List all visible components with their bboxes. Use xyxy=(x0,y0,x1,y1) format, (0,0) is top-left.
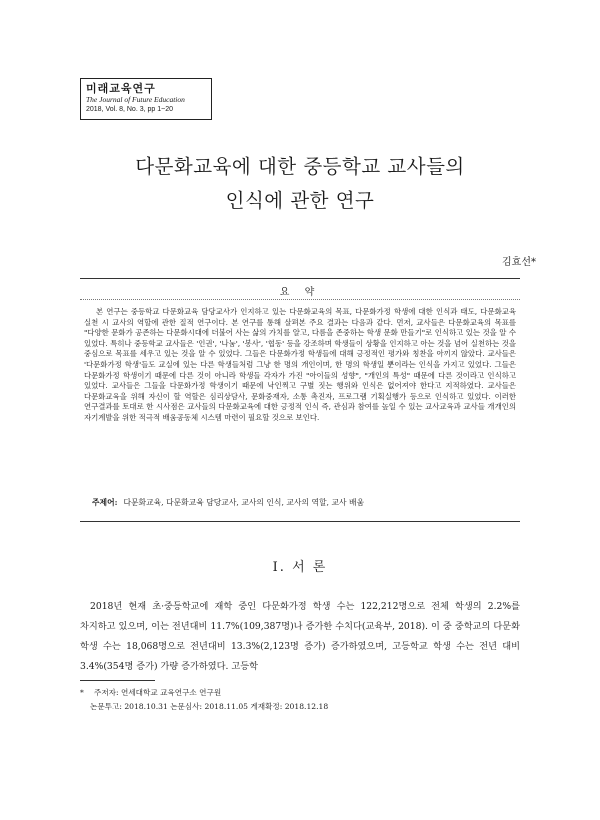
abstract-top-rule xyxy=(80,278,520,279)
abstract-heading: 요 약 xyxy=(279,287,321,298)
paper-title-line-1: 다문화교육에 대한 중등학교 교사들의 xyxy=(135,155,465,178)
section-heading: Ⅰ. 서 론 xyxy=(272,560,328,575)
abstract-bottom-rule xyxy=(80,521,520,522)
keywords xyxy=(92,497,512,508)
footnote-rule xyxy=(80,680,155,681)
abstract-text: 본 연구는 중등학교 다문화교육 담당교사가 인지하고 있는 다문화교육의 목표, 다문화가정 학생에 대한 인식과 태도, 다문화교육 실천 시 교사의 역할에 관한 질적 연구이다. 본 연구를 통해 살펴본 주요 결과는 다음과 같다. 먼저, 교사들은 다문화교육의 목표를 "다양한 문화가 공존하는 다문화시대에 더불어 사는 삶의 가치를 알고, 다름을 존중하는 학생 문화 만들기"로 인식하고 있는 것을 알 수 있었다. 특히나 중등학교 교사들은 '인권', '나눔', '봉사', '협동' 등을 강조하며 학생들이 상황을 인지하고 아는 것을 넘어 실천하는 것을 중심으로 목표를 세우고 있는 것을 알 수 있었다. 그들은 다문화가정 학생들에 대해 긍정적인 평가와 칭찬을 아끼지 않았다. 교사들은 '다문화가정 학생'들도 교실에 있는 다른 학생들처럼 그냥 한 명의 개인이며, 한 명의 학생일 뿐이라는 인식을 가지고 있었다. 그들은 다문화가정 학생이기 때문에 다른 것이 아니라 학생들 각자가 가진 "아이들의 성향", "개인의 특성" 때문에 다른 것이라고 인식하고 있었다. 교사들은 그들을 다문화가정 학생이기 때문에 낙인찍고 구별 짓는 행위와 인식은 없어져야 한다고 지적하였다. 교사들은 다문화교육을 위해 자신이 할 역할은 심리상담사, 문화중재자, 소통 촉진자, 프로그램 기획실행가 등으로 인식하고 있었다. 이러한 연구결과를 토대로 한 시사점은 교사들의 다문화교육에 대한 긍정적 인식 즉, 관심과 참여를 높일 수 있는 교사교육과 교사들 개개인의 자기계발을 위한 적극적 배움공동체 시스템 마련이 필요할 것으로 보인다. xyxy=(84,307,516,422)
paper-title xyxy=(60,150,540,218)
journal-volume-info: 2018, Vol. 8, No. 3, pp 1~20 xyxy=(86,106,173,113)
journal-header-box xyxy=(80,78,212,120)
body-paragraph: 2018년 현재 초·중등학교에 재학 중인 다문화가정 학생 수는 122,212명으로 전체 학생의 2.2%를 차지하고 있으며, 이는 전년대비 11.7%(109,387명)나 증가한 수치다(교육부, 2018). 이 중 중학교의 다문화 학생 수는 18,068명으로 전년대비 13.3%(2,123명 증가) 증가하였으며, 고등학교 학생 수는 전년 대비 3.4%(354명 증가) 가량 증가하였다. 고등학 xyxy=(80,601,520,672)
keywords-text: 다문화교육, 다문화교육 담당교사, 교사의 인식, 교사의 역할, 교사 배움 xyxy=(123,498,365,507)
footnote-dates: 논문투고: 2018.10.31 논문심사: 2018.11.05 게재확정: 2018.12.18 xyxy=(90,702,329,711)
footnote-affiliation: 주저자: 연세대학교 교육연구소 연구원 xyxy=(94,688,222,697)
footnote-mark: * xyxy=(80,688,84,697)
author-name: 김효선* xyxy=(502,257,536,268)
footnote xyxy=(80,686,520,714)
paper-title-line-2: 인식에 관한 연구 xyxy=(225,189,375,212)
journal-name: 미래교육연구 xyxy=(86,82,156,95)
abstract-heading-rule xyxy=(80,299,520,300)
journal-english-name: The Journal of Future Education xyxy=(86,95,185,104)
keywords-label: 주제어: xyxy=(92,498,118,507)
